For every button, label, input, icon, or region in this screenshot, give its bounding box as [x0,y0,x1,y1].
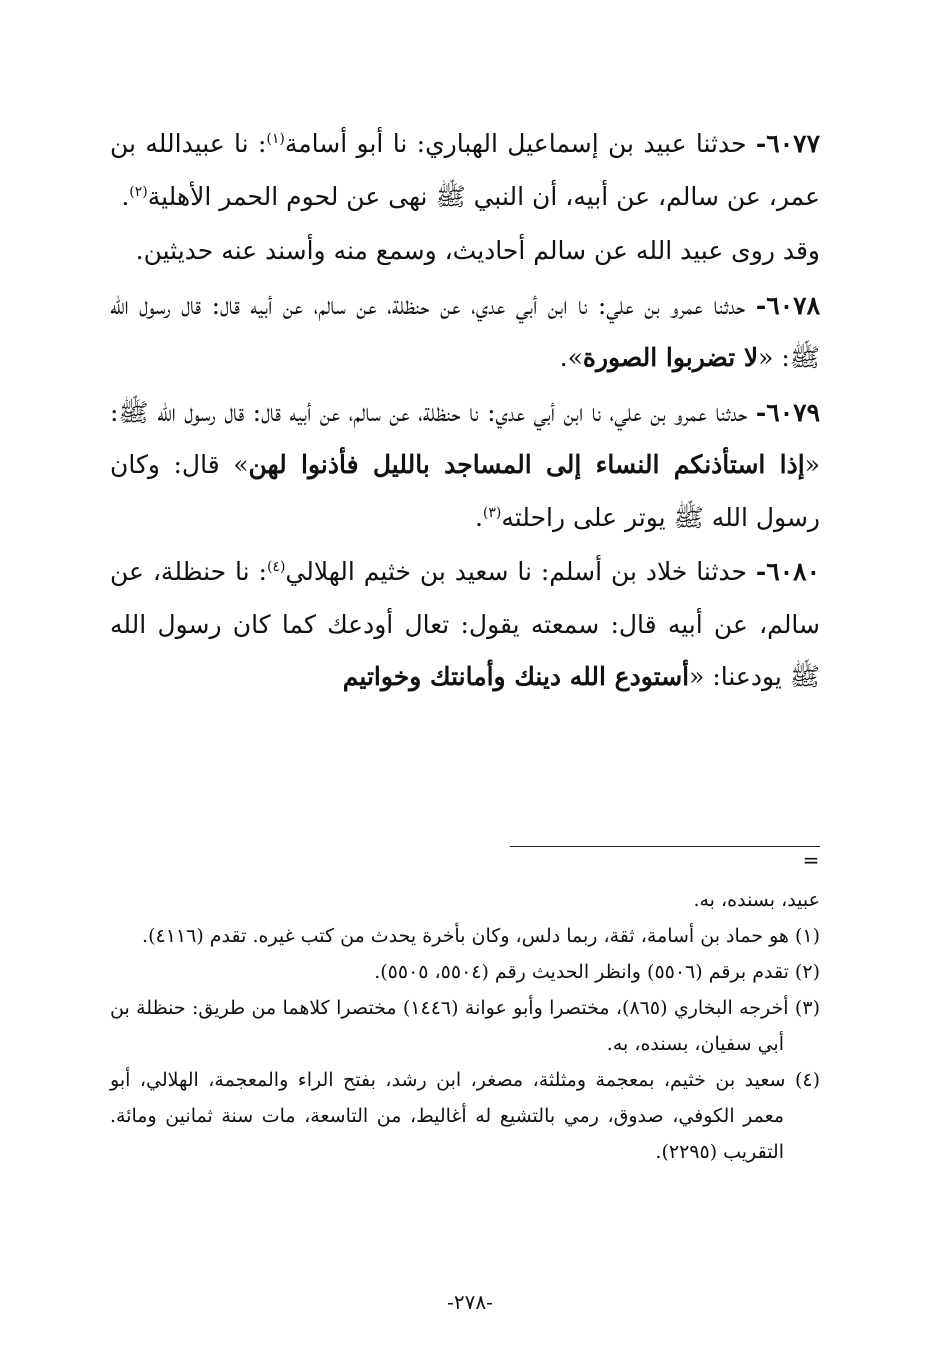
footnote-separator [510,846,820,847]
hadith-number: ٦٠٧٨- [755,290,820,320]
continuation-mark: = [802,848,820,872]
hadith-text: : نا عبيدالله بن عمر، عن سالم، عن أبيه، أن النبي ﷺ نهى عن لحوم الحمر الأهلية [110,129,820,211]
hadith-text: ». [559,343,583,372]
footnote-2: (٢) تقدم برقم (٥٥٠٦) وانظر الحديث رقم (٥٥٠٤، ٥٥٠٥). [374,961,820,983]
prophetic-saying: لا تضربوا الصورة [582,343,759,372]
hadith-6080 [110,546,820,704]
footnote-4: (٤) سعيد بن خثيم، بمعجمة ومثلثة، مصغر، ابن رشد، بفتح الراء والمعجمة، الهلالي، أبو معمر الكوفي، صدوق، رمي بالتشيع له أغاليط، من التاسعة، مات سنة ثمانين ومائة. التقريب (٢٢٩٥). [110,1069,820,1163]
hadith-text: » قال: وكان رسول الله ﷺ يوتر على راحلته [110,450,820,532]
footnotes [110,882,820,1170]
hadith-number: ٦٠٧٧- [755,129,820,158]
prophetic-saying: إذا استأذنكم النساء إلى المساجد بالليل فأذنوا لهن [248,450,805,479]
hadith-number: ٦٠٨٠- [755,557,820,586]
hadith-text: حدثنا عمرو بن علي، نا ابن أبي عدي: نا حنظلة، عن سالم، عن أبيه قال: قال رسول الله ﷺ: « [110,397,821,479]
hadith-6079 [110,387,820,545]
page-number: -٢٧٨- [447,1290,493,1314]
hadith-text: حدثنا خلاد بن أسلم: نا سعيد بن خثيم الهلالي [285,557,756,586]
footnote-3: (٣) أخرجه البخاري (٨٦٥)، مختصرا وأبو عوانة (١٤٤٦) مختصرا كلاهما من طريق: حنظلة بن أبي سفيان، بسنده، به. [110,997,820,1055]
hadith-number: ٦٠٧٩- [755,397,820,427]
hadith-text: . [474,502,483,532]
hadith-text: . [121,181,130,211]
hadith-6078 [110,280,820,385]
commentary-paragraph [110,225,820,278]
footnote-1: (١) هو حماد بن أسامة، ثقة، ربما دلس، وكان بأخرة يحدث من كتب غيره. تقدم (٤١١٦). [142,925,820,947]
footnote-ref[interactable]: (٤) [266,559,286,575]
footnote-ref[interactable]: (٣) [482,504,502,521]
hadith-text: حدثنا عمرو بن علي: نا ابن أبي عدي، عن حنظلة، عن سالم، عن أبيه قال: قال رسول الله ﷺ: « [110,290,820,372]
footnote-continuation: عبيد، بسنده، به. [693,889,820,911]
footnote-ref[interactable]: (٢) [129,183,148,200]
hadith-text: حدثنا عبيد بن إسماعيل الهباري: نا أبو أسامة [284,129,756,158]
hadith-text: : نا حنظلة، عن سالم، عن أبيه قال: سمعته يقول: تعال أودعك كما كان رسول الله ﷺ يودعنا: « [110,557,820,691]
hadith-6077 [110,118,820,223]
prophetic-saying: أستودع الله دينك وأمانتك وخواتيم [342,662,690,691]
footnote-ref[interactable]: (١) [266,131,285,147]
commentary-text: وقد روى عبيد الله عن سالم أحاديث، وسمع منه وأسند عنه حديثين. [135,236,820,265]
main-text [110,118,820,704]
